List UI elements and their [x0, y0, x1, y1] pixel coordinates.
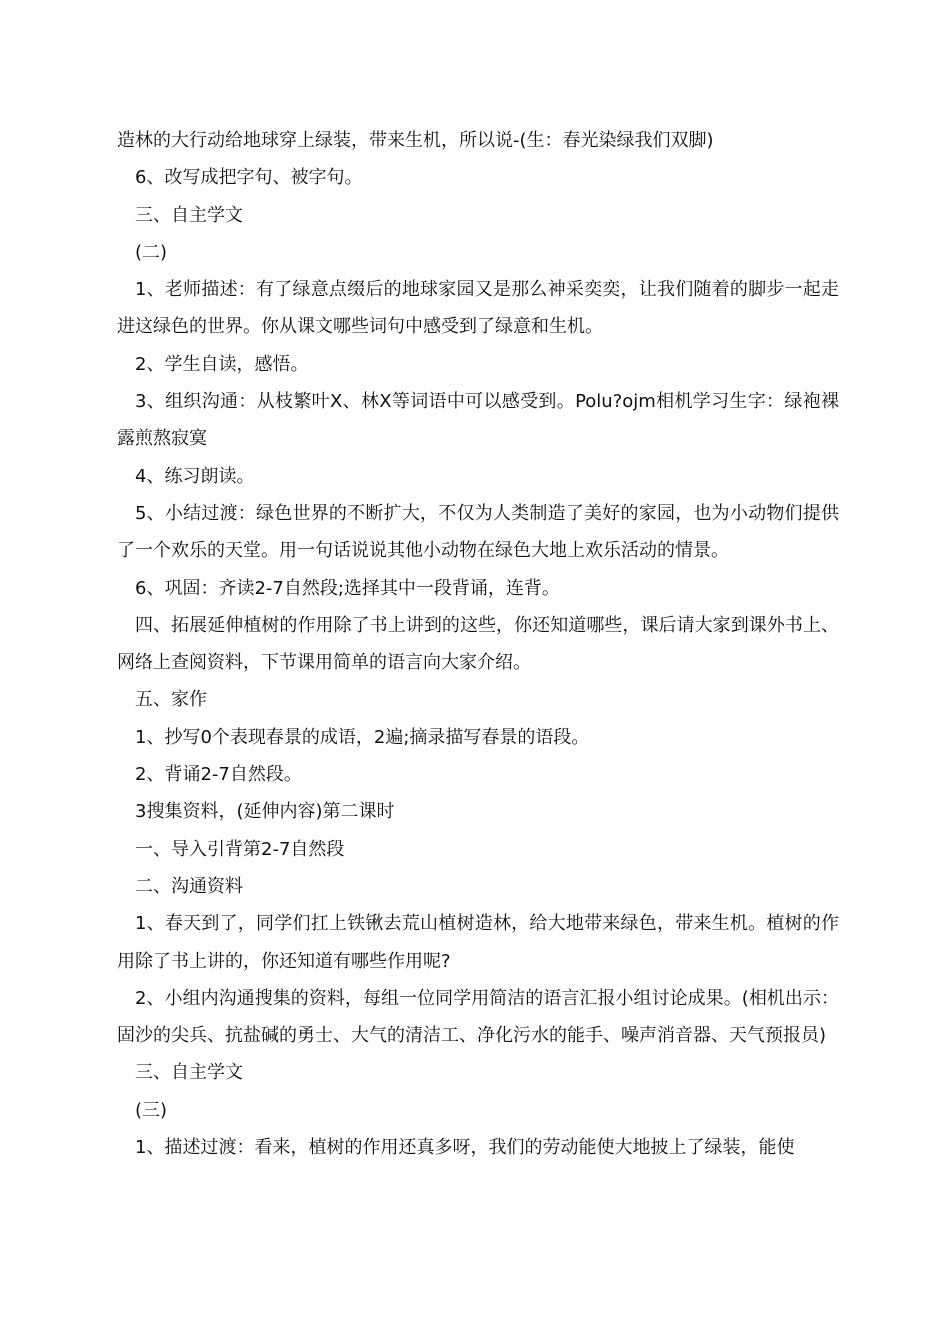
section-heading: 三、自主学文	[135, 204, 243, 226]
paragraph: 6、巩固：齐读2-7自然段;选择其中一段背诵，连背。	[135, 577, 560, 599]
section-heading: 二、沟通资料	[135, 875, 243, 897]
section-heading: 五、家作	[135, 689, 207, 711]
paragraph: 4、练习朗读。	[135, 465, 255, 487]
section-heading: 三、自主学文	[135, 1062, 243, 1084]
section-heading: 一、导入引背第2-7自然段	[135, 838, 345, 860]
paragraph: 1、春天到了，同学们扛上铁锹去荒山植树造林，给大地带来绿色，带来生机。植树的作用除了书上讲的，你还知道有哪些作用呢?	[117, 913, 839, 972]
paragraph: 6、改写成把字句、被字句。	[135, 167, 363, 189]
paragraph: 1、描述过渡：看来，植树的作用还真多呀，我们的劳动能使大地披上了绿装，能使	[135, 1137, 795, 1159]
paragraph: 5、小结过渡：绿色世界的不断扩大，不仅为人类制造了美好的家园，也为小动物们提供了一个欢乐的天堂。用一句话说说其他小动物在绿色大地上欢乐活动的情景。	[117, 502, 839, 562]
paragraph: 造林的大行动给地球穿上绿装，带来生机，所以说-(生：春光染绿我们双脚)	[117, 130, 714, 151]
paragraph: 2、小组内沟通搜集的资料，每组一位同学用简洁的语言汇报小组讨论成果。(相机出示：固沙的尖兵、抗盐碱的勇士、大气的清洁工、净化污水的能手、噪声消音器、天气预报员)	[117, 987, 839, 1047]
paragraph: 3搜集资料，(延伸内容)第二课时	[135, 801, 395, 823]
paragraph: 2、学生自读，感悟。	[135, 353, 309, 375]
section-heading: 四、拓展延伸植树的作用除了书上讲到的这些，你还知道哪些，课后请大家到课外书上、网络上查阅资料，下节课用简单的语言向大家介绍。	[117, 614, 839, 674]
paragraph: 2、背诵2-7自然段。	[135, 764, 302, 786]
paragraph: 1、老师描述：有了绿意点缀后的地球家园又是那么神采奕奕，让我们随着的脚步一起走进这绿色的世界。你从课文哪些词句中感受到了绿意和生机。	[117, 279, 839, 338]
subsection-label: (二)	[135, 241, 168, 263]
paragraph: 3、组织沟通：从枝繁叶X、林X等词语中可以感受到。Polu?ojm相机学习生字：绿袍裸露煎熬寂寞	[117, 391, 839, 450]
paragraph: 1、抄写0个表现春景的成语，2遍;摘录描写春景的语段。	[135, 726, 590, 748]
subsection-label: (三)	[135, 1099, 168, 1121]
document-body	[117, 122, 839, 1166]
